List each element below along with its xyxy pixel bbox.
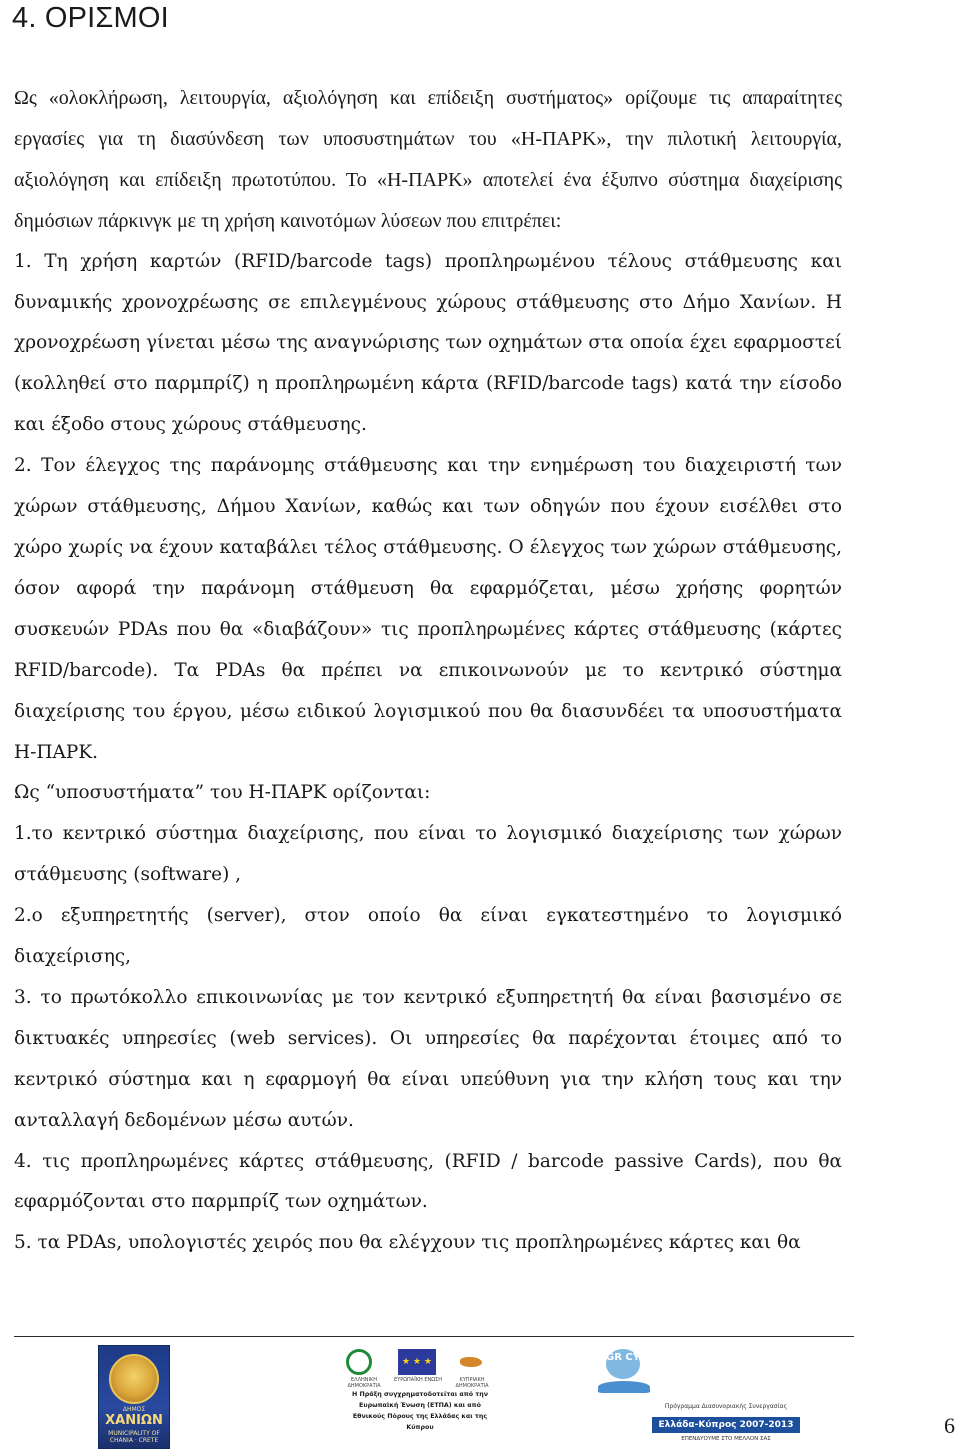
- eu-flag-icon: ★ ★ ★: [398, 1349, 436, 1375]
- chania-logo-name: ΧΑΝΙΩΝ: [105, 1413, 163, 1428]
- funding-logos-strip: [340, 1345, 500, 1449]
- document-body: [14, 78, 842, 1264]
- eu-caption: ΕΥΡΩΠΑΪΚΗ ΕΝΩΣΗ: [394, 1377, 442, 1383]
- greek-republic-emblem-icon: [346, 1349, 372, 1375]
- program-title: Πρόγραμμα Διασυνοριακής Συνεργασίας: [664, 1403, 788, 1410]
- interreg-program-logo: [652, 1345, 800, 1449]
- dolphin-icon: [598, 1381, 650, 1393]
- subsystem-item-2: 2.ο εξυπηρετητής (server), στον οποίο θα είναι εγκατεστημένο το λογισμικό διαχείρισης,: [14, 905, 842, 968]
- subsystem-item-4: 4. τις προπληρωμένες κάρτες στάθμευσης, (RFID / barcode passive Cards), που θα εφαρμόζονται στο παρμπρίζ των οχημάτων.: [14, 1150, 842, 1213]
- chania-municipality-logo: [98, 1345, 170, 1449]
- subsystem-item-3: 3. το πρωτόκολλο επικοινωνίας με τον κεντρικό εξυπηρετητή θα είναι βασισμένο σε δικτυακές υπηρεσίες (web services). Οι υπηρεσίες θα παρέχονται έτοιμες από το κεντρικό σύστημα και η εφαρμογή θα είναι υπεύθυνη για την κλήση τους και την ανταλλαγή δεδομένων μέσω αυτών.: [14, 986, 842, 1131]
- footer-divider: [14, 1336, 854, 1337]
- subsystems-intro: Ως “υποσυστήματα” του Η-ΠΑΡΚ ορίζονται:: [14, 782, 431, 804]
- chania-logo-bottom-text: MUNICIPALITY OF CHANIA · CRETE: [108, 1430, 160, 1444]
- greek-republic-caption: ΕΛΛΗΝΙΚΗ ΔΗΜΟΚΡΑΤΙΑ: [347, 1377, 381, 1389]
- subsystem-item-1: 1.το κεντρικό σύστημα διαχείρισης, που είναι το λογισμικό διαχείρισης των χώρων στάθμευσης (software) ,: [14, 823, 842, 886]
- program-band: Ελλάδα-Κύπρος 2007-2013: [652, 1417, 800, 1433]
- grcy-program-logo: [594, 1345, 654, 1399]
- program-slogan: ΕΠΕΝΔΥΟΥΜΕ ΣΤΟ ΜΕΛΛΟΝ ΣΑΣ: [681, 1436, 771, 1442]
- intro-paragraph: Ως «ολοκλήρωση, λειτουργία, αξιολόγηση και επίδειξη συστήματος» ορίζουμε τις απαραίτητες εργασίες για τη διασύνδεση των υποσυστημάτων του «Η-ΠΑΡΚ», την πιλοτική λειτουργία, αξιολόγηση και επίδειξη πρωτοτύπου. Το «Η-ΠΑΡΚ» αποτελεί ένα έξυπνο σύστημα διαχείρισης δημόσιων πάρκινγκ με τη χρήση καινοτόμων λύσεων που επιτρέπει:: [14, 87, 842, 232]
- list-item-1: 1. Τη χρήση καρτών (RFID/barcode tags) προπληρωμένου τέλους στάθμευσης και δυναμικής χρονοχρέωσης σε επιλεγμένους χώρους στάθμευσης στο Δήμο Χανίων. Η χρονοχρέωση γίνεται μέσω της αναγνώρισης των οχημάτων στα οποία έχει εφαρμοστεί (κολληθεί στο παρμπρίζ) η προπληρωμένη κάρτα (RFID/barcode tags) κατά την είσοδο και έξοδο στους χώρους στάθμευσης.: [14, 250, 842, 436]
- grcy-badge: GR CY: [606, 1349, 640, 1379]
- section-heading: 4. ΟΡΙΣΜΟΙ: [12, 2, 169, 34]
- subsystem-item-5: 5. τα PDAs, υπολογιστές χειρός που θα ελέγχουν τις προπληρωμένες κάρτες και θα: [14, 1232, 801, 1254]
- cyprus-republic-emblem-icon: [456, 1349, 486, 1375]
- cyprus-republic-caption: ΚΥΠΡΙΑΚΗ ΔΗΜΟΚΡΑΤΙΑ: [455, 1377, 489, 1389]
- page-number: 6: [944, 1413, 955, 1438]
- chania-logo-top-text: ΔΗΜΟΣ: [122, 1406, 146, 1413]
- chania-emblem-icon: [109, 1354, 159, 1404]
- list-item-2: 2. Τον έλεγχος της παράνομης στάθμευσης και την ενημέρωση του διαχειριστή των χώρων στάθμευσης, Δήμου Χανίων, καθώς και των οδηγών που έχουν εισέλθει στο χώρο χωρίς να έχουν καταβάλει τέλος στάθμευσης. Ο έλεγχος των χώρων στάθμευσης, όσον αφορά την παράνομη στάθμευση θα εφαρμόζεται, μέσω χρήσης φορητών συσκευών PDAs που θα «διαβάζουν» τις προπληρωμένες κάρτες στάθμευσης (κάρτες RFID/barcode). Τα PDAs θα πρέπει να επικοινωνούν με το κεντρικό σύστημα διαχείρισης του έργου, μέσω ειδικού λογισμικού που θα διασυνδέει τα υποσυστήματα Η-ΠΑΡΚ.: [14, 455, 842, 763]
- funding-statement: Η Πράξη συγχρηματοδοτείται από την Ευρωπαϊκή Ένωση (ΕΤΠΑ) και από Εθνικούς Πόρους της Ελλάδας και της Κύπρου: [352, 1391, 488, 1431]
